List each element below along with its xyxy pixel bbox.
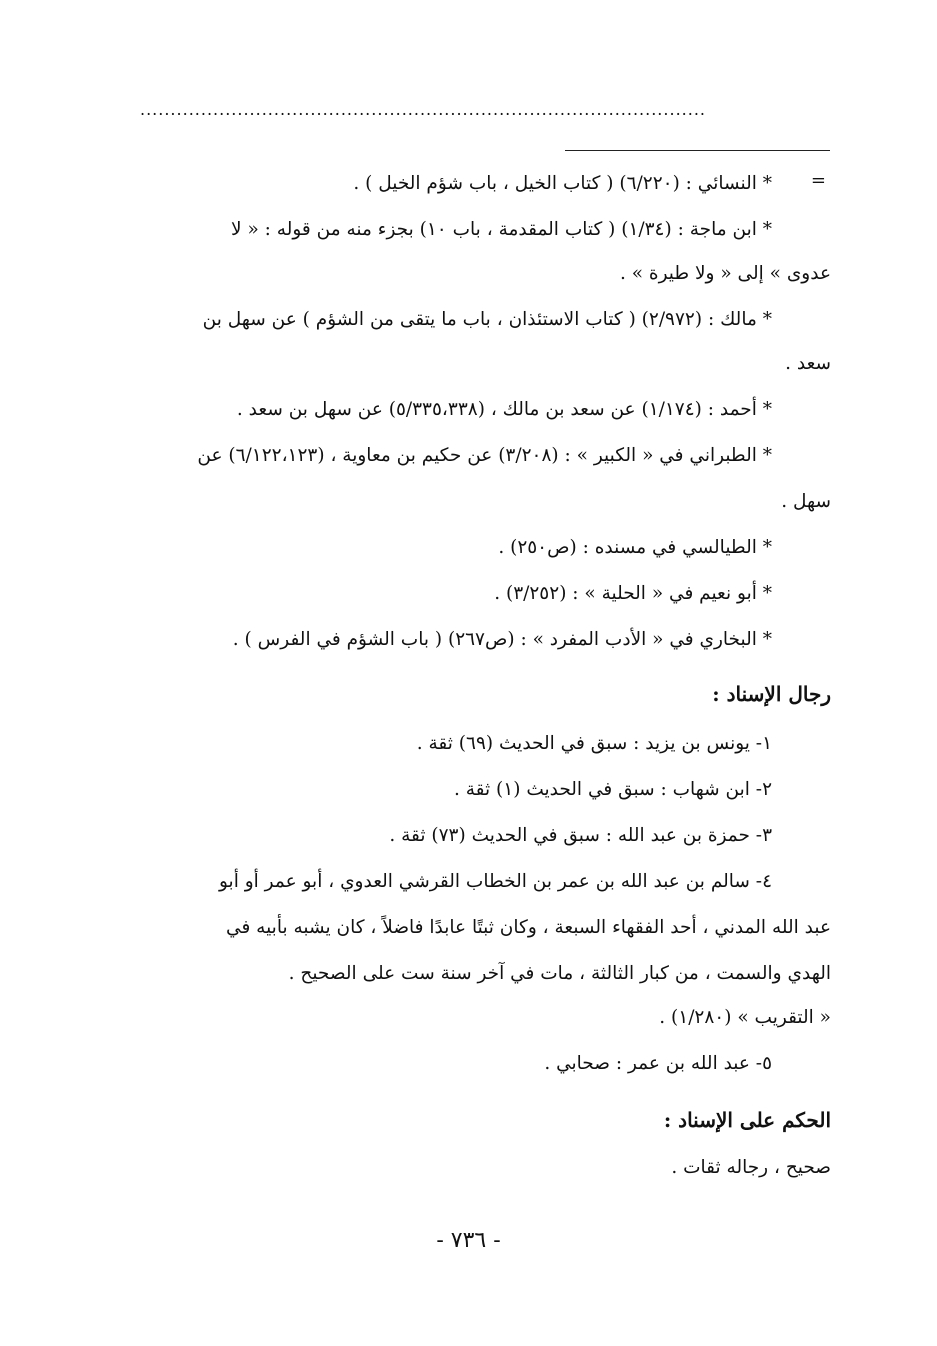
narrator-item-continuation: الهدي والسمت ، من كبار الثالثة ، مات في آخر سنة ست على الصحيح . (288, 963, 831, 984)
narrator-item: ٣- حمزة بن عبد الله : سبق في الحديث (٧٣) ثقة . (389, 825, 772, 846)
narrator-item: ٥- عبد الله بن عمر : صحابي . (544, 1053, 772, 1074)
narrator-item-continuation: عبد الله المدني ، أحد الفقهاء السبعة ، وكان ثبتًا عابدًا فاضلاً ، كان يشبه بأبيه في (226, 917, 831, 938)
footnote-line: * أحمد : (١/١٧٤) عن سعد بن مالك ، (٥/٣٣٥،٣٣٨) عن سهل بن سعد . (236, 399, 772, 420)
footnote-line: * الطيالسي في مسنده : (ص٢٥٠) . (498, 537, 772, 558)
footnote-line: * ابن ماجة : (١/٣٤) ( كتاب المقدمة ، باب ١٠) بجزء منه من قوله : « لا (231, 219, 772, 240)
header-dotted-rule: ............................................................................................. (140, 100, 706, 119)
narrator-item: ٢- ابن شهاب : سبق في الحديث (١) ثقة . (453, 779, 772, 800)
section-heading-rijal: رجال الإسناد : (712, 682, 831, 706)
footnote-line: سهل . (781, 491, 831, 512)
narrator-item: ٤- سالم بن عبد الله بن عمر بن الخطاب القرشي العدوي ، أبو عمر أو أبو (219, 871, 772, 892)
continuation-mark: = (810, 170, 826, 191)
footnote-line: * مالك : (٢/٩٧٢) ( كتاب الاستئذان ، باب ما يتقى من الشؤم ) عن سهل بن (202, 309, 772, 330)
footnote-separator (565, 150, 830, 151)
footnote-line: سعد . (785, 353, 831, 374)
narrator-item-continuation: « التقريب » (١/٢٨٠) . (659, 1007, 831, 1028)
footnote-line: * البخاري في « الأدب المفرد » : (ص٢٦٧) ( باب الشؤم في الفرس ) . (232, 629, 772, 650)
footnote-line: * أبو نعيم في « الحلية » : (٣/٢٥٢) . (494, 583, 772, 604)
page-number: - ٧٣٦ - (436, 1228, 501, 1253)
footnote-line: * الطبراني في « الكبير » : (٣/٢٠٨) عن حكيم بن معاوية ، (٦/١٢٢،١٢٣) عن (197, 445, 772, 466)
narrator-item: ١- يونس بن يزيد : سبق في الحديث (٦٩) ثقة . (416, 733, 772, 754)
section-heading-hukm: الحكم على الإسناد : (663, 1108, 831, 1132)
footnote-line: عدوى » إلى « ولا طيرة » . (619, 263, 831, 284)
footnote-line: * النسائي : (٦/٢٢٠) ( كتاب الخيل ، باب شؤم الخيل ) . (353, 173, 772, 194)
verdict-text: صحيح ، رجاله ثقات . (671, 1157, 831, 1178)
